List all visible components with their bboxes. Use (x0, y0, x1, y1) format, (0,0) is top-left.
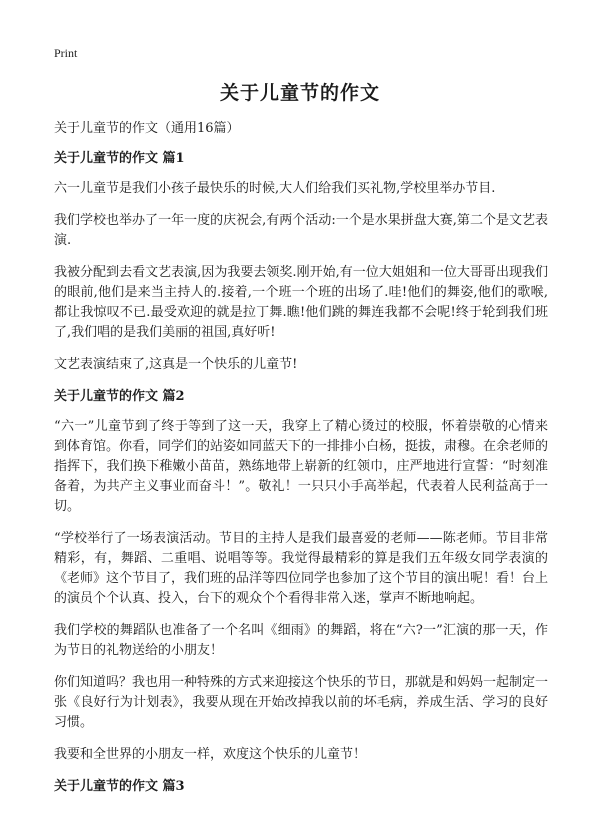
paragraph: 我们学校的舞蹈队也准备了一个名叫《细雨》的舞蹈，将在“六?一”汇演的那一天，作为节日的礼物送给的小朋友！ (54, 623, 548, 658)
paragraph: 我们学校也举办了一年一度的庆祝会,有两个活动:一个是水果拼盘大赛,第二个是文艺表演. (54, 213, 548, 248)
section-heading: 关于儿童节的作文 篇3 (54, 779, 185, 794)
paragraph: 六一儿童节是我们小孩子最快乐的时候,大人们给我们买礼物,学校里举办节目. (54, 181, 496, 196)
section-heading: 关于儿童节的作文 篇1 (54, 151, 185, 166)
print-link[interactable]: Print (54, 46, 78, 60)
paragraph: “学校举行了一场表演活动。节目的主持人是我们最喜爱的老师——陈老师。节目非常精彩，有，舞蹈、二重唱、说唱等等。我觉得最精彩的算是我们五年级女同学表演的《老师》这个节目了，我们班的品洋等四位同学也参加了这个节目的演出呢！看！台上的演员个个认真、投入，台下的观众个个看得非常入迷，掌声不断地响起。 (54, 531, 549, 606)
section-3 (54, 777, 548, 797)
paragraph: “六一”儿童节到了终于等到了这一天，我穿上了精心烫过的校服，怀着崇敬的心情来到体育馆。你看，同学们的站姿如同蓝天下的一排排小白杨，挺拔，肃穆。在余老师的指挥下，我们换下稚嫩小苗苗，熟练地带上崭新的红领巾，庄严地进行宣誓：“时刻准备着，为共产主义事业而奋斗！”。敬礼！一只只小手高举起，代表着人民利益高于一切。 (54, 419, 549, 514)
paragraph: 我要和全世界的小朋友一样，欢度这个快乐的儿童节！ (54, 747, 367, 762)
paragraph: 文艺表演结束了,这真是一个快乐的儿童节! (54, 357, 298, 372)
article-body (54, 119, 548, 807)
section-2 (54, 387, 548, 765)
article-subtitle: 关于儿童节的作文（通用16篇） (54, 121, 240, 136)
page-title: 关于儿童节的作文 (219, 82, 380, 104)
section-1 (54, 149, 548, 375)
section-heading: 关于儿童节的作文 篇2 (54, 389, 185, 404)
paragraph: 你们知道吗？我也用一种特殊的方式来迎接这个快乐的节日，那就是和妈妈一起制定一张《良好行为计划表》，我要从现在开始改掉我以前的坏毛病，养成生活、学习的良好习惯。 (54, 675, 549, 730)
paragraph: 我被分配到去看文艺表演,因为我要去领奖.刚开始,有一位大姐姐和一位大哥哥出现我们的眼前,他们是来当主持人的.接着,一个班一个班的出场了.哇!他们的舞姿,他们的歌喉,都让我惊叹不已.最受欢迎的就是拉丁舞.瞧!他们跳的舞连我都不会呢!终于轮到我们班了,我们唱的是我们美丽的祖国,真好听! (54, 265, 548, 340)
